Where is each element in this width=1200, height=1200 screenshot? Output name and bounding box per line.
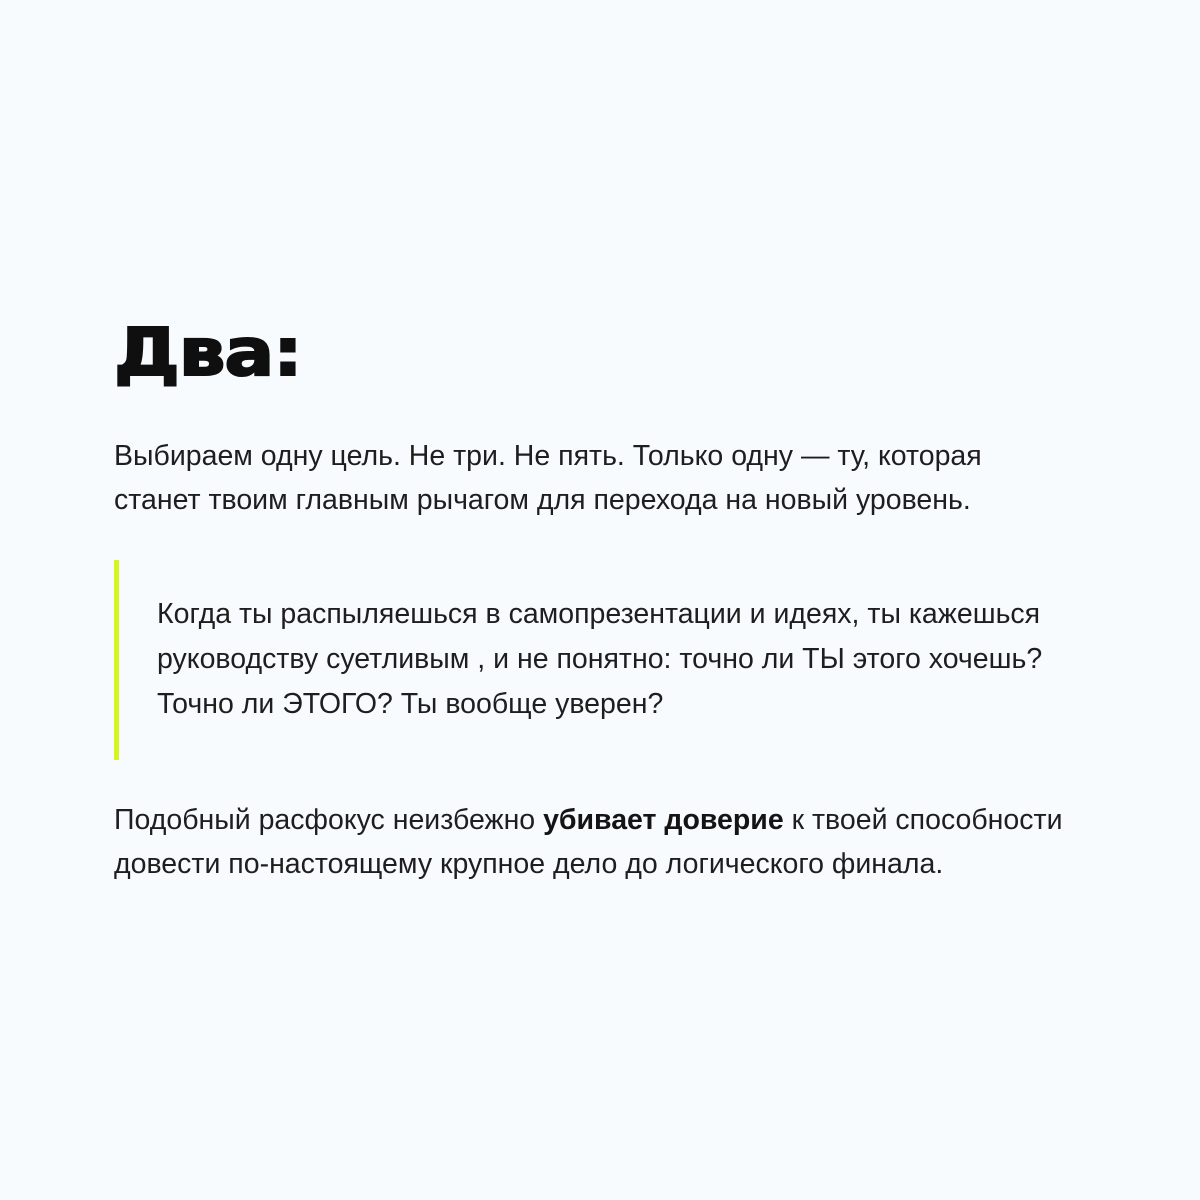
closing-text-after: к твоей способности <box>783 804 1063 836</box>
quote-accent-bar <box>114 560 119 760</box>
intro-line: станет твоим главным рычагом для перехода на новый уровень. <box>114 484 971 516</box>
blockquote <box>114 560 1094 760</box>
closing-paragraph <box>114 798 1094 886</box>
quote-text <box>157 592 1094 727</box>
intro-paragraph <box>114 434 1094 522</box>
closing-line-1 <box>114 798 1094 842</box>
emphasis-text: убивает доверие <box>543 804 784 836</box>
slide-heading: Два: <box>114 314 302 391</box>
slide-content <box>114 314 1094 886</box>
quote-line: руководству суетливым , и не понятно: точно ли ТЫ этого хочешь? <box>157 643 1043 675</box>
closing-text-before: Подобный расфокус неизбежно <box>114 804 544 836</box>
quote-line: Когда ты распыляешься в самопрезентации и идеях, ты кажешься <box>157 598 1041 630</box>
closing-line-2: довести по-настоящему крупное дело до логического финала. <box>114 848 944 880</box>
intro-line: Выбираем одну цель. Не три. Не пять. Только одну — ту, которая <box>114 440 982 472</box>
quote-line: Точно ли ЭТОГО? Ты вообще уверен? <box>157 688 664 720</box>
